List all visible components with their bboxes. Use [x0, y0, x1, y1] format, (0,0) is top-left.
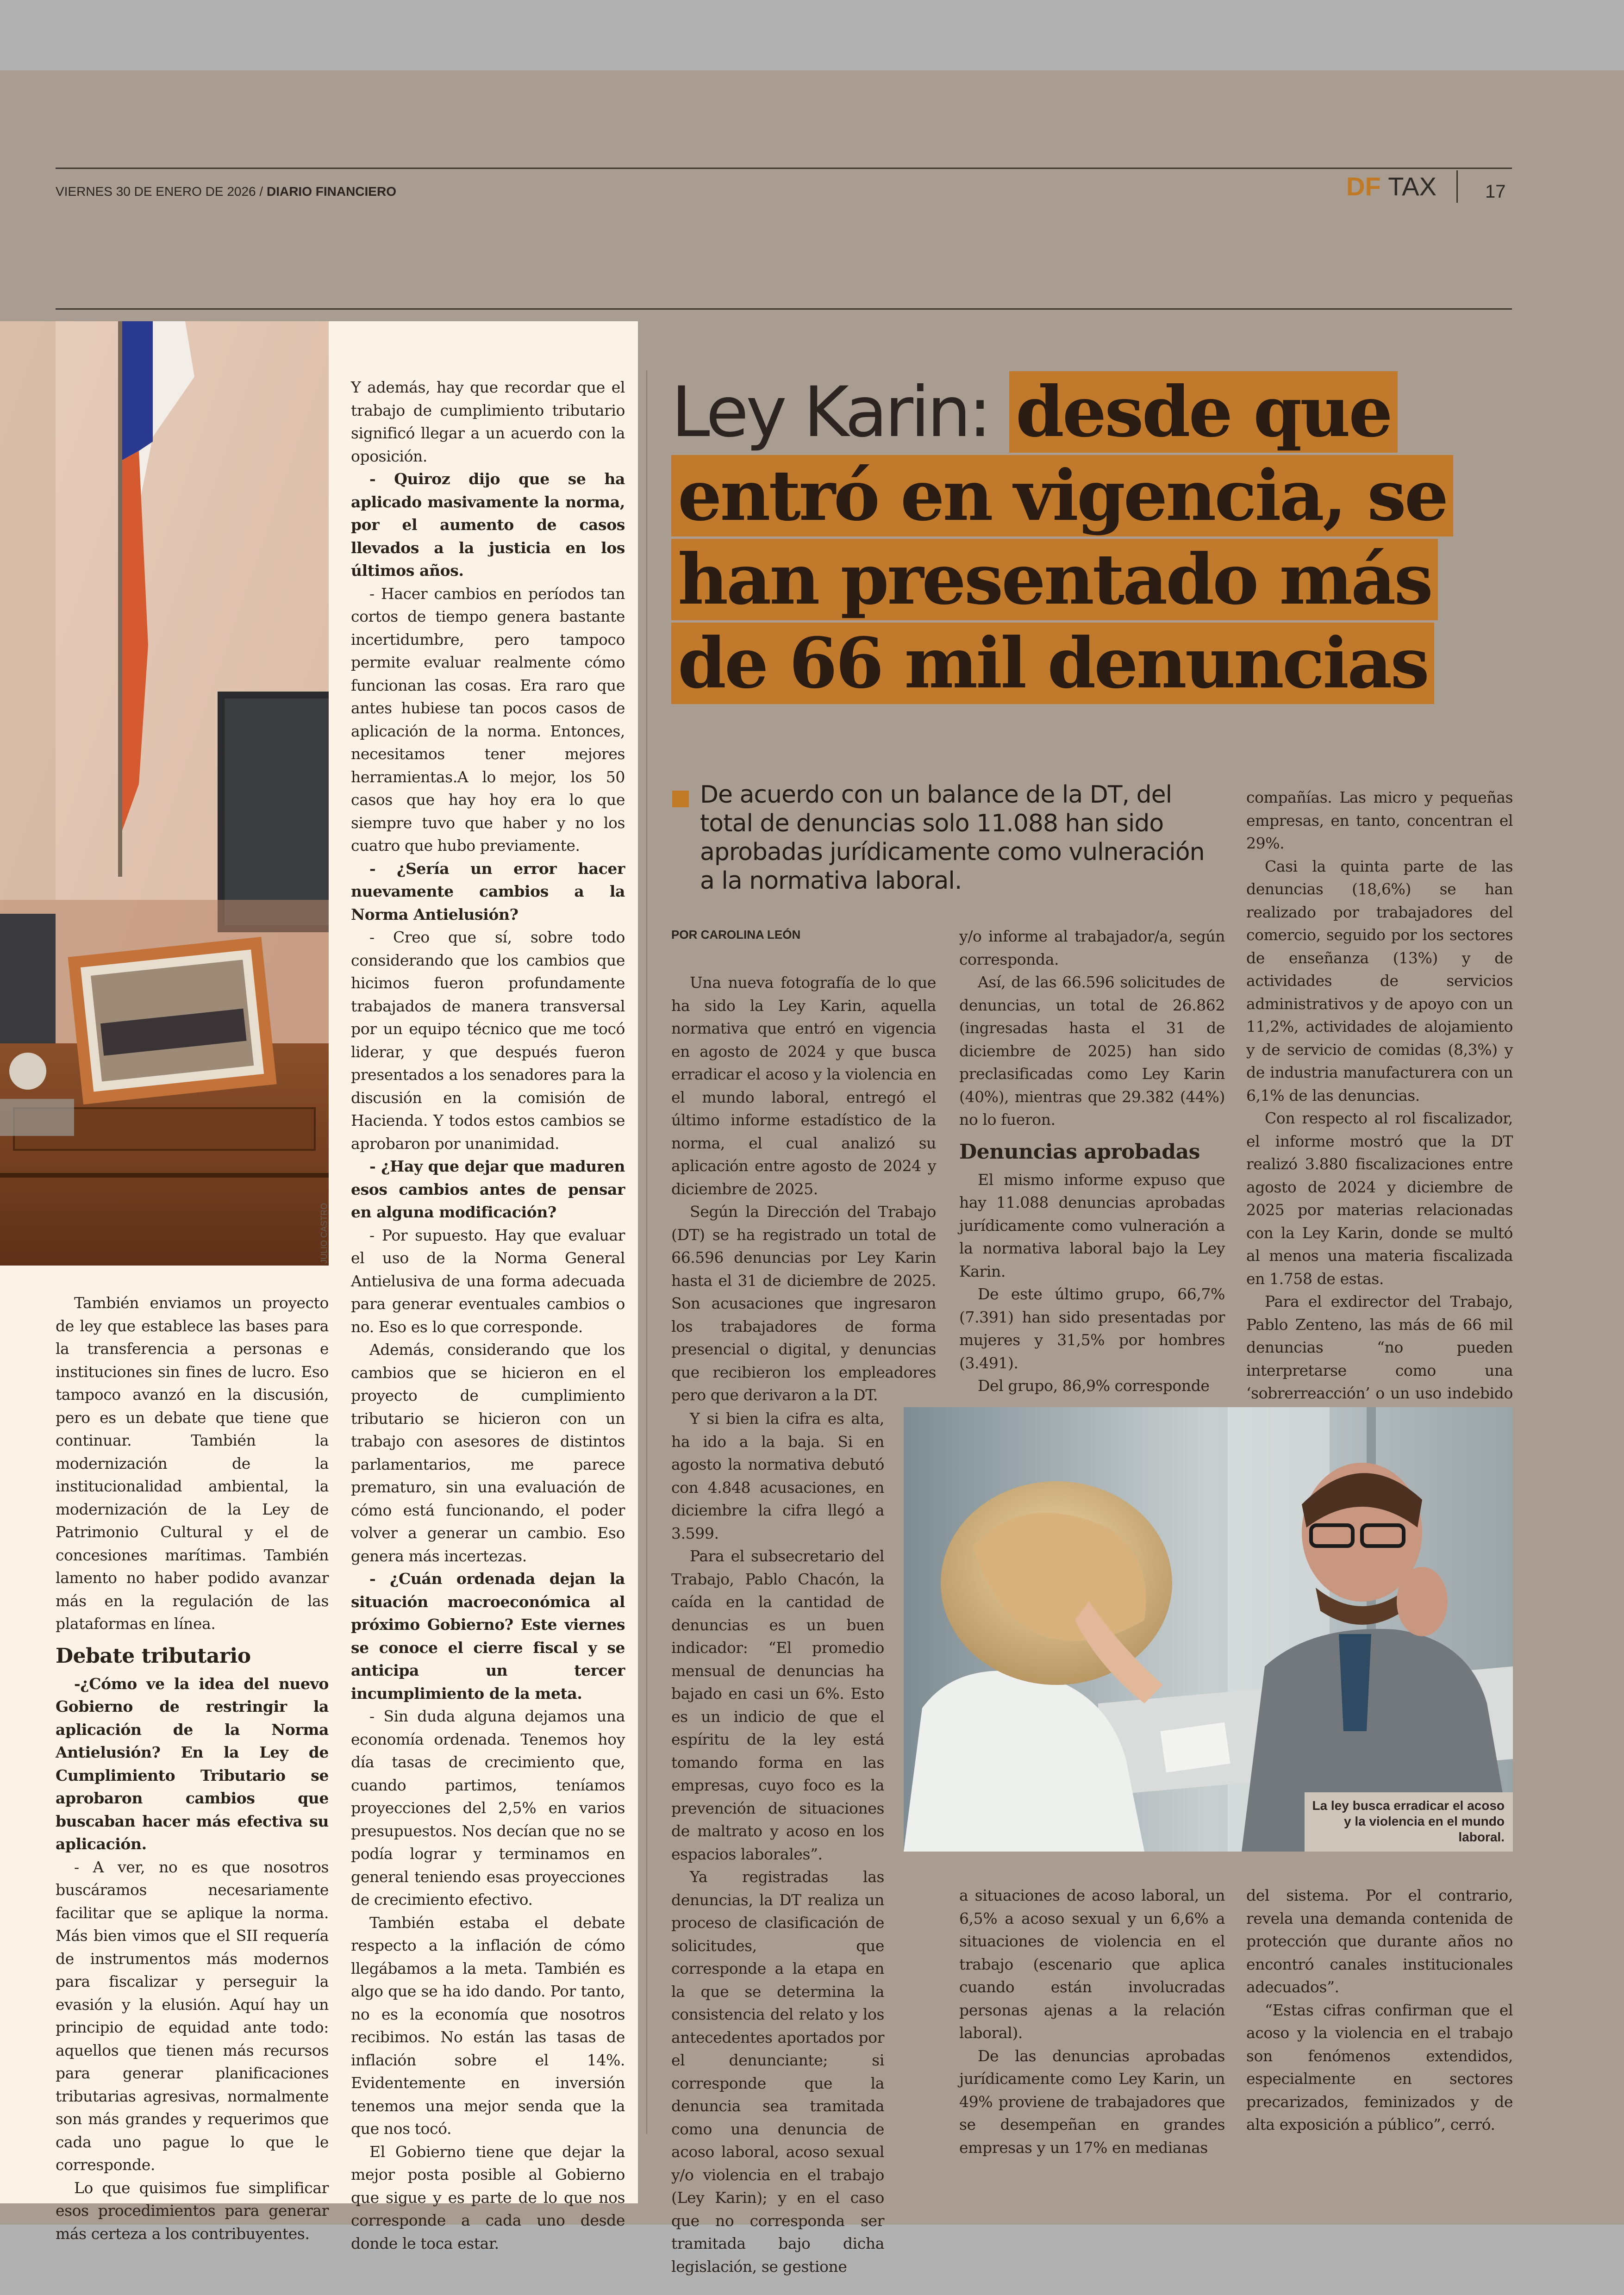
- paragraph: Y si bien la cifra es alta, ha ido a la baja. Si en agosto la normativa debutó con 4.848 acusaciones, en diciembre la cifra llegó a 3.599.: [671, 1409, 884, 1542]
- article-column-3: [1246, 786, 1513, 1428]
- headline-lead: Ley Karin:: [671, 372, 989, 453]
- interview-answer: - A ver, no es que nosotros buscáramos necesariamente facilitar que se aplique la norma. Más bien vimos que el SII requería de instrumentos más modernos para fiscalizar y perseguir la evasión y la elusión. Aquí hay un principio de equidad ante todo: aquellos que tienen más recursos para generar planificaciones tributarias agresivas, normalmente son más grandes y requerimos que cada uno pague lo que le corresponde.: [56, 1858, 329, 2174]
- article-headline: [671, 370, 1551, 705]
- paragraph: Lo que quisimos fue simplificar esos procedimientos para generar más certeza a los contribuyentes.: [56, 2178, 329, 2243]
- article-column-3-lower: [1246, 1884, 1513, 2136]
- header-date: VIERNES 30 DE ENERO DE 2026 /: [56, 184, 263, 199]
- byline: POR CAROLINA LEÓN: [671, 928, 801, 942]
- paragraph: Y además, hay que recordar que el trabajo de cumplimiento tributario significó llegar a un acuerdo con la oposición.: [351, 378, 625, 465]
- brand-df: DF: [1346, 172, 1381, 201]
- paragraph: También enviamos un proyecto de ley que establece las bases para la transferencia a personas e instituciones sin fines de lucro. Eso tampoco avanzó en la discusión, pero es un debate que tiene que continuar. También la modernización de la institucionalidad ambiental, la modernización de la Ley de Patrimonio Cultural y el de concesiones marítimas. También lamento no haber podido avanzar más en la regulación de las plataformas en línea.: [56, 1294, 329, 1633]
- paragraph: compañías. Las micro y pequeñas empresas, en tanto, concentran el 29%.: [1246, 788, 1513, 852]
- paragraph: “Estas cifras confirman que el acoso y la violencia en el trabajo son fenómenos extendidos, especialmente en sectores precarizados, feminizados y de alta exposición a público”, cerró.: [1246, 2001, 1513, 2133]
- brand-tax: TAX: [1388, 172, 1437, 201]
- headline-highlight-3: han presentado más: [671, 539, 1438, 620]
- header-separator: [1456, 170, 1458, 203]
- photo-caption: La ley busca erradicar el acoso y la violencia en el mundo laboral.: [1305, 1792, 1513, 1852]
- photo-credit: [319, 1245, 329, 1264]
- article-column-1: [671, 971, 936, 1407]
- meeting-photo: [904, 1407, 1513, 1852]
- paragraph: Ya registradas las denuncias, la DT realiza un proceso de clasificación de solicitudes, que corresponde a la etapa en la que se determina la consistencia del relato y los antecedentes aportados por el denunciante; si corresponde que la denuncia sea tramitada como una denuncia de acoso laboral, acoso sexual y/o violencia en el trabajo (Ley Karin); y en el caso que no corresponda ser tramitada bajo dicha legislación, se gestione: [671, 1868, 884, 2276]
- interview-answer: - Creo que sí, sobre todo considerando que los cambios que hicimos fueron profundamente trabajados de manera transversal por un equipo técnico que me tocó liderar, y que después fueron presentados a los senadores para la discusión en la comisión de Hacienda. Y todos estos cambios se aprobaron por unanimidad.: [351, 928, 625, 1153]
- headline-highlight-2: entró en vigencia, se: [671, 455, 1453, 536]
- paragraph: Con respecto al rol fiscalizador, el informe mostró que la DT realizó 3.880 fiscalizaciones entre agosto de 2024 y diciembre de 2025 por materias relacionadas con la Ley Karin, donde se multó al menos una materia fiscalizada en 1.758 de estas.: [1246, 1109, 1513, 1288]
- interview-question: - ¿Cuán ordenada dejan la situación macroeconómica al próximo Gobierno? Este viernes se conoce el cierre fiscal y se anticipa un tercer incumplimiento de la meta.: [351, 1570, 625, 1703]
- section-heading: Debate tributario: [56, 1644, 251, 1668]
- paragraph: El Gobierno tiene que dejar la mejor posta posible al Gobierno que sigue y es parte de lo que nos corresponde a cada uno desde donde le toca estar.: [351, 2142, 625, 2252]
- paragraph: De este último grupo, 66,7% (7.391) han sido presentadas por mujeres y 31,5% por hombres (3.491).: [959, 1285, 1225, 1372]
- article-summary: De acuerdo con un balance de la DT, del total de denuncias solo 11.088 han sido aprobadas jurídicamente como vulneración a la normativa laboral.: [700, 781, 1205, 895]
- paragraph: Así, de las 66.596 solicitudes de denuncias, un total de 26.862 (ingresadas hasta el 31 de diciembre de 2025) han sido preclasificadas como Ley Karin (40%), mientras que 29.382 (44%) no lo fueron.: [959, 973, 1225, 1129]
- interview-question: - ¿Hay que dejar que maduren esos cambios antes de pensar en alguna modificación?: [351, 1157, 625, 1221]
- article-column-2-lower: [959, 1884, 1225, 2159]
- paragraph: Una nueva fotografía de lo que ha sido la Ley Karin, aquella normativa que entró en vigencia en agosto de 2024 y que busca erradicar el acoso y la violencia en el mundo laboral, entregó el último informe estadístico de la norma, el cual analizó su aplicación entre agosto de 2024 y diciembre de 2025.: [671, 973, 936, 1198]
- header-dateline: [56, 184, 396, 199]
- headline-highlight-1: desde que: [1009, 371, 1398, 453]
- paragraph: Para el subsecretario del Trabajo, Pablo Chacón, la caída en la cantidad de denuncias es un buen indicador: “El promedio mensual de denuncias ha bajado en casi un 6%. Esto es un indicio de que el espíritu de la ley está tomando forma en las empresas, cuyo foco es la prevención de situaciones de maltrato y acoso en los espacios laborales”.: [671, 1547, 884, 1863]
- interview-column-1: [56, 1291, 329, 2245]
- paragraph: a situaciones de acoso laboral, un 6,5% a acoso sexual y un 6,6% a situaciones de violencia en el trabajo (escenario que aplica cuando están involucradas personas ajenas a la relación laboral).: [959, 1886, 1225, 2042]
- paragraph: del sistema. Por el contrario, revela una demanda contenida de protección que durante años no encontró canales institucionales adecuados”.: [1246, 1886, 1513, 1996]
- office-photo: [0, 321, 329, 1266]
- interview-question: - Quiroz dijo que se ha aplicado masivamente la norma, por el aumento de casos llevados a la justicia en los últimos años.: [351, 470, 625, 580]
- article-column-2: [959, 925, 1225, 1397]
- paragraph: Casi la quinta parte de las denuncias (18,6%) se han realizado por trabajadores del comercio, seguido por los sectores de enseñanza (13%) y de actividades de servicios administrativos y de apoyo con un 11,2%, actividades de alojamiento y de servicio de comidas (8,3%) y de industria manufacturera con un 6,1% de las denuncias.: [1246, 857, 1513, 1104]
- page-number: 17: [1485, 181, 1506, 202]
- paragraph: Para el exdirector del Trabajo, Pablo Zenteno, las más de 66 mil denuncias “no pueden interpretarse como una ‘sobrerreacción’ o un uso indebido: [1246, 1292, 1513, 1402]
- headline-highlight-4: de 66 mil denuncias: [671, 623, 1434, 704]
- article-column-1-narrow: [671, 1407, 884, 2278]
- paragraph: Además, considerando que los cambios que se hicieron en el proyecto de cumplimiento tributario se hicieron con un trabajo con asesores de distintos parlamentarios, me parece prematuro, sin una evaluación de cómo está funcionando, el poder volver a generar un cambio. Eso genera más incertezas.: [351, 1341, 625, 1565]
- paragraph: También estaba el debate respecto a la inflación de cómo llegábamos a la meta. También es algo que se ha ido dando. Por tanto, no es la economía que nosotros recibimos. No están las tasas de inflación sobre el 14%. Evidentemente en inversión tenemos una mejor senda que la que nos tocó.: [351, 1913, 625, 2138]
- header-paper: DIARIO FINANCIERO: [266, 184, 396, 199]
- summary-bullet-icon: [672, 791, 689, 807]
- header-bottom-rule: [56, 308, 1512, 310]
- interview-answer: - Hacer cambios en períodos tan cortos de tiempo genera bastante incertidumbre, pero tampoco permite evaluar realmente cómo funcionan las cosas. Era raro que antes hubiese tan pocos casos de aplicación de la norma. Entonces, necesitamos tener mejores herramientas.A lo mejor, los 50 casos que hay hoy era lo que siempre tuvo que haber y no los cuatro que hubo previamente.: [351, 584, 625, 854]
- paragraph: Del grupo, 86,9% corresponde: [978, 1377, 1210, 1395]
- paragraph: De las denuncias aprobadas jurídicamente como Ley Karin, un 49% proviene de trabajadores que se desempeñan en grandes empresas y un 17% en medianas: [959, 2046, 1225, 2157]
- interview-question: -¿Cómo ve la idea del nuevo Gobierno de restringir la aplicación de la Norma Antielusión? En la Ley de Cumplimiento Tributario se aprobaron cambios que buscaban hacer más efectiva su aplicación.: [56, 1674, 329, 1853]
- interview-answer: - Por supuesto. Hay que evaluar el uso de la Norma General Antielusiva de una forma adecuada para generar eventuales cambios o no. Eso es lo que corresponde.: [351, 1226, 625, 1336]
- paragraph: Según la Dirección del Trabajo (DT) se ha registrado un total de 66.596 denuncias por Ley Karin hasta el 31 de diciembre de 2025. Son acusaciones que ingresaron los trabajadores de forma presencial o digital, y denuncias que recibieron los empleadores pero que derivaron a la DT.: [671, 1203, 936, 1404]
- interview-answer: - Sin duda alguna dejamos una economía ordenada. Tenemos hoy día tasas de crecimiento que, cuando partimos, teníamos proyecciones del 2,5% en varios presupuestos. Nos decían que no se podía lograr y terminamos en general teniendo esas proyecciones de crecimiento efectivo.: [351, 1707, 625, 1908]
- interview-question: - ¿Sería un error hacer nuevamente cambios a la Norma Antielusión?: [351, 859, 625, 923]
- header-top-rule: [56, 168, 1512, 169]
- interview-column-2: [351, 376, 625, 2255]
- paragraph: El mismo informe expuso que hay 11.088 denuncias aprobadas jurídicamente como vulneración a la normativa laboral bajo la Ley Karin.: [959, 1170, 1225, 1280]
- paragraph: y/o informe al trabajador/a, según corresponda.: [959, 927, 1225, 968]
- section-brand: [1346, 171, 1437, 201]
- column-divider: [646, 370, 647, 2134]
- section-heading: Denuncias aprobadas: [959, 1140, 1200, 1164]
